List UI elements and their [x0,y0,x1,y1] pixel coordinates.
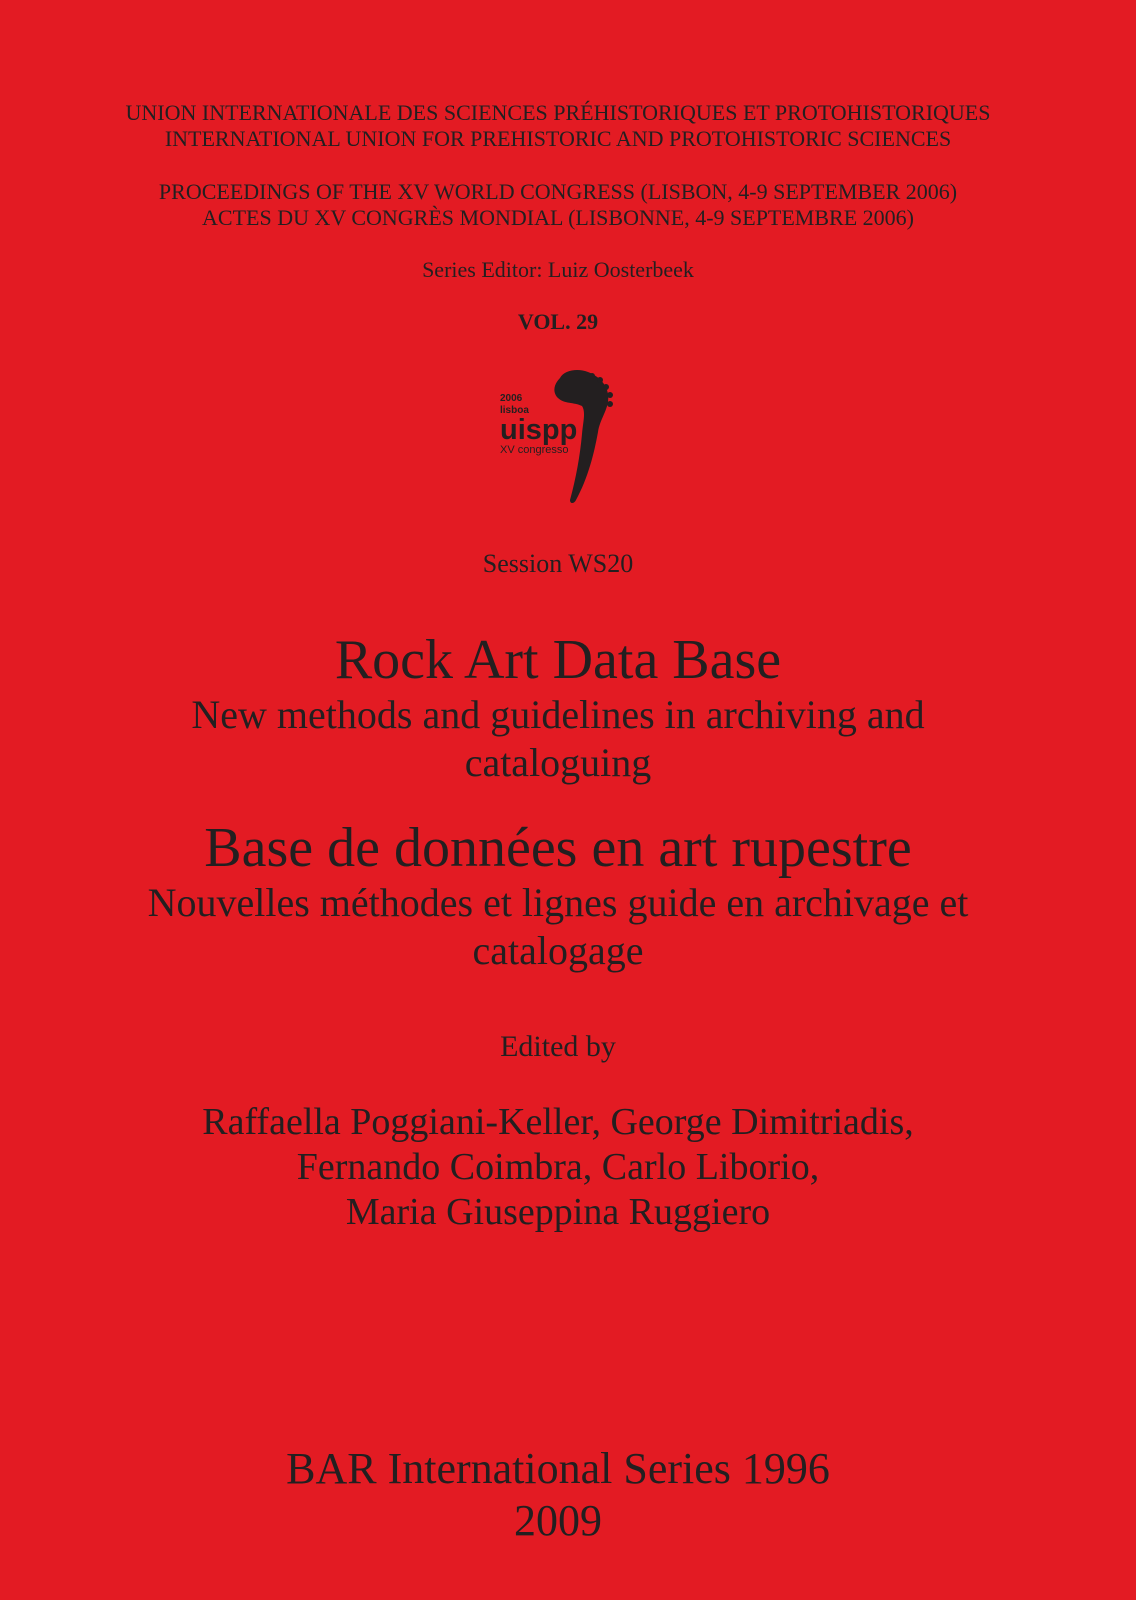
editors-line3: Maria Giuseppina Ruggiero [345,1191,771,1233]
logo-acronym: uispp [500,414,578,446]
organization-name-fr: UNION INTERNATIONALE DES SCIENCES PRÉHISTORIQUES ET PROTOHISTORIQUES [125,100,991,125]
organization-name-en: INTERNATIONAL UNION FOR PREHISTORIC AND PROTOHISTORIC SCIENCES [164,126,952,151]
series-editor: Series Editor: Luiz Oosterbeek [422,257,694,282]
subtitle-french-line1: Nouvelles méthodes et lignes guide en archivage et [147,880,969,925]
subtitle-english-line2: cataloguing [464,740,652,785]
publication-year: 2009 [514,1496,602,1545]
session-label: Session WS20 [482,549,634,578]
logo-year: 2006 [500,393,523,404]
logo-city: lisboa [500,405,529,416]
subtitle-english-line1: New methods and guidelines in archiving and [191,692,925,737]
editors-line2: Fernando Coimbra, Carlo Liborio, [296,1146,820,1188]
logo-congress: XV congresso [500,444,569,456]
proceedings-title-en: PROCEEDINGS OF THE XV WORLD CONGRESS (LISBON, 4-9 SEPTEMBER 2006) [158,179,958,204]
series-title: BAR International Series 1996 [286,1444,830,1493]
editors-line1: Raffaella Poggiani-Keller, George Dimitriadis, [202,1101,914,1143]
subtitle-french-line2: catalogage [472,928,644,973]
title-english: Rock Art Data Base [334,629,782,691]
title-french: Base de données en art rupestre [204,817,912,879]
proceedings-title-fr: ACTES DU XV CONGRÈS MONDIAL (LISBONNE, 4-9 SEPTEMBRE 2006) [202,205,914,230]
edited-by-label: Edited by [500,1030,616,1063]
volume-number: VOL. 29 [517,309,599,334]
uispp-logo [494,368,624,508]
